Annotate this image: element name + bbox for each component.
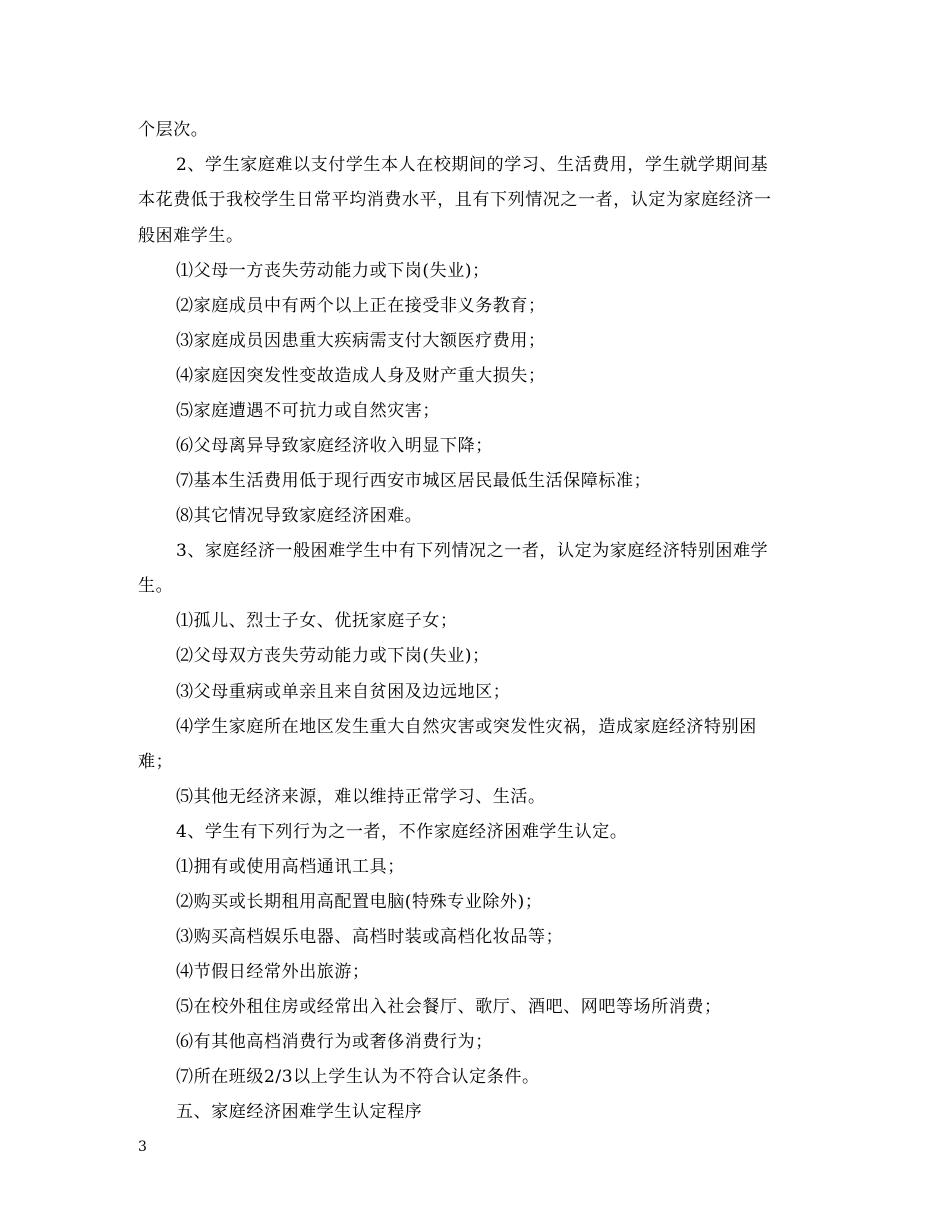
text-line: ⑶父母重病或单亲且来自贫困及边远地区；: [176, 682, 511, 702]
text-line: ⑵家庭成员中有两个以上正在接受非义务教育；: [176, 296, 546, 316]
text-line: ⑸家庭遭遇不可抗力或自然灾害；: [176, 401, 440, 421]
text-line: ⑺基本生活费用低于现行西安市城区居民最低生活保障标准；: [176, 471, 652, 491]
text-line: ⑷学生家庭所在地区发生重大自然灾害或突发性灾祸，造成家庭经济特别困: [176, 717, 757, 737]
section-heading: 五、家庭经济困难学生认定程序: [176, 1102, 423, 1122]
text-line: 生。: [138, 576, 174, 596]
text-line: ⑹父母离异导致家庭经济收入明显下降；: [176, 436, 493, 456]
text-line: 难；: [138, 752, 174, 772]
text-line: 个层次。: [138, 120, 209, 140]
text-line: 2、学生家庭难以支付学生本人在校期间的学习、生活费用，学生就学期间基: [176, 155, 769, 175]
text-line: 4、学生有下列行为之一者，不作家庭经济困难学生认定。: [176, 822, 628, 842]
text-line: ⑵购买或长期租用高配置电脑(特殊专业除外)；: [176, 892, 543, 912]
text-line: 本花费低于我校学生日常平均消费水平，且有下列情况之一者，认定为家庭经济一: [138, 190, 772, 210]
text-line: ⑷家庭因突发性变故造成人身及财产重大损失；: [176, 366, 546, 386]
text-line: ⑶家庭成员因患重大疾病需支付大额医疗费用；: [176, 331, 546, 351]
text-line: ⑵父母双方丧失劳动能力或下岗(失业)；: [176, 646, 490, 666]
text-line: ⑹有其他高档消费行为或奢侈消费行为；: [176, 1032, 493, 1052]
text-line: ⑴孤儿、烈士子女、优抚家庭子女；: [176, 611, 458, 631]
text-line: ⑴父母一方丧失劳动能力或下岗(失业)；: [176, 261, 490, 281]
text-line: ⑸其他无经济来源，难以维持正常学习、生活。: [176, 787, 546, 807]
text-line: 般困难学生。: [138, 226, 244, 246]
text-line: ⑴拥有或使用高档通讯工具；: [176, 857, 405, 877]
text-line: ⑺所在班级2/3以上学生认为不符合认定条件。: [176, 1067, 540, 1087]
text-line: ⑸在校外租住房或经常出入社会餐厅、歌厅、酒吧、网吧等场所消费；: [176, 997, 722, 1017]
page-number: 3: [138, 1139, 147, 1155]
text-line: ⑻其它情况导致家庭经济困难。: [176, 506, 423, 526]
text-line: ⑷节假日经常外出旅游；: [176, 962, 370, 982]
text-line: ⑶购买高档娱乐电器、高档时装或高档化妆品等；: [176, 927, 564, 947]
text-line: 3、家庭经济一般困难学生中有下列情况之一者，认定为家庭经济特别困难学: [176, 541, 769, 561]
